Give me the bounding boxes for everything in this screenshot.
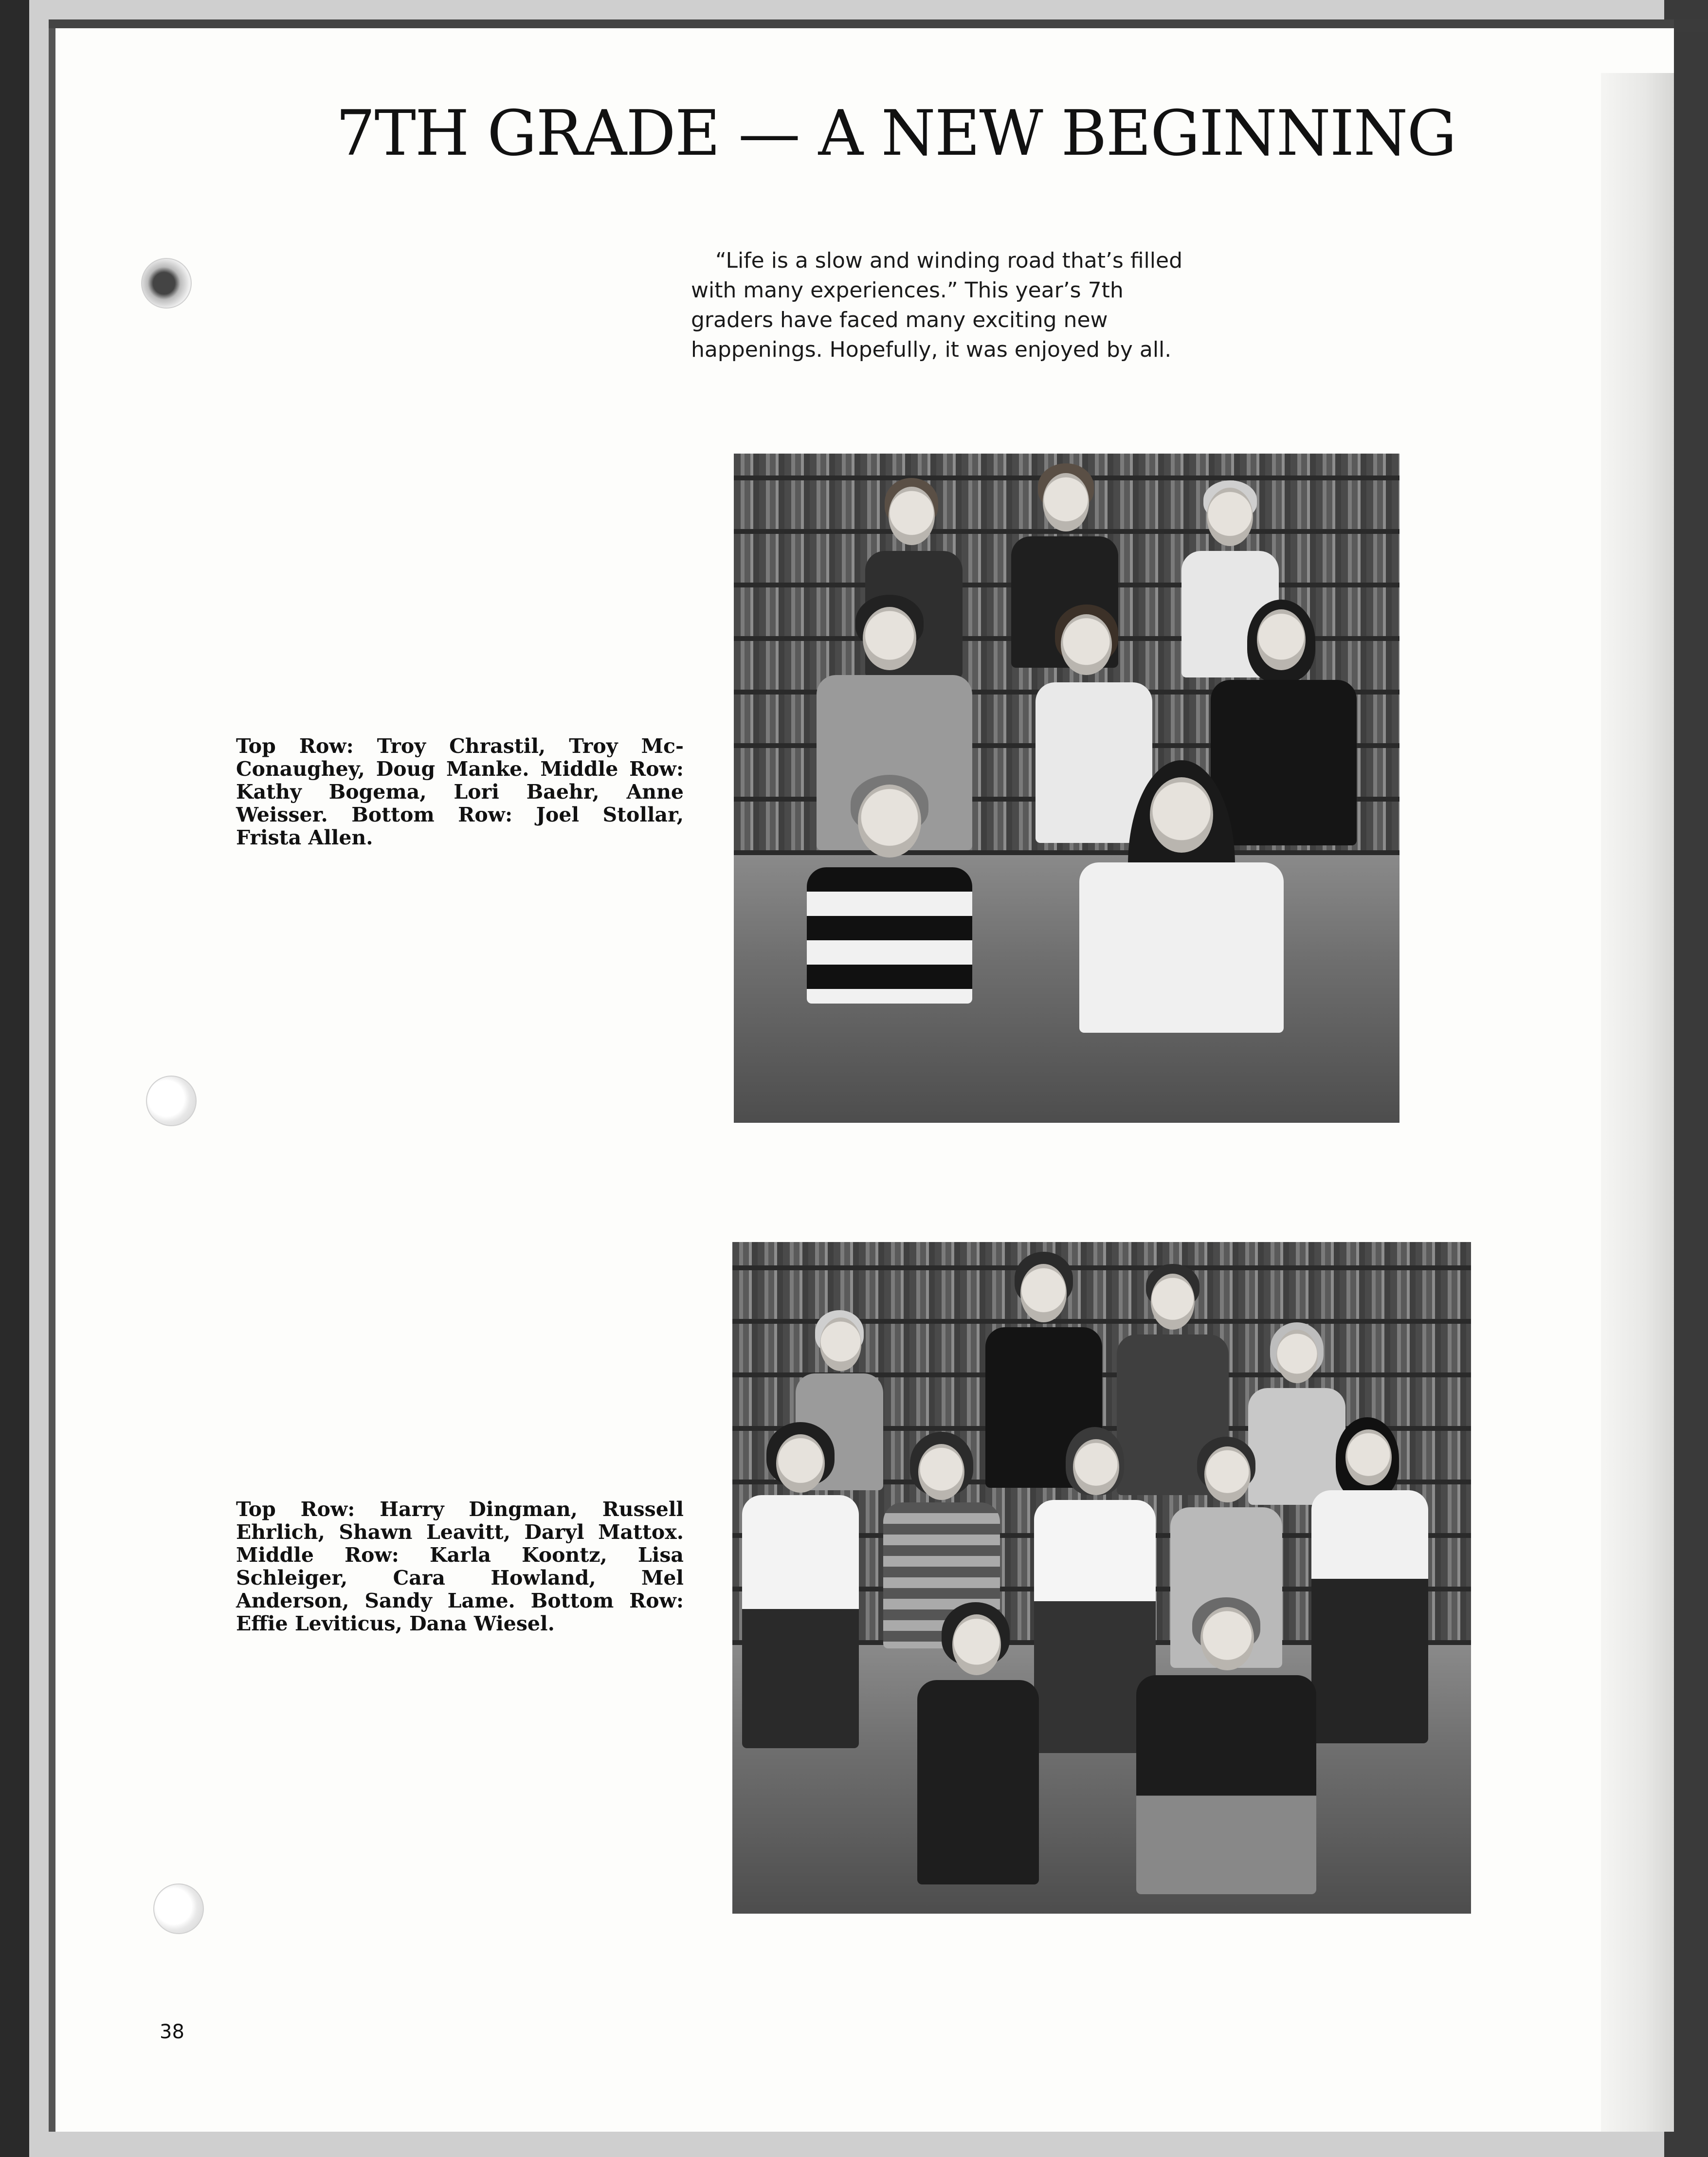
class-photo-2 (732, 1242, 1471, 1914)
photo-caption-2: Top Row: Harry Dingman, Russell Ehrlich, Shawn Leavitt, Daryl Mattox. Middle Row: Karla Koontz, Lisa Schleiger, Cara Howland, Mel Anderson, Sandy Lame. Bottom Row: Effie Leviticus, Dana Wiesel. (236, 1498, 684, 1635)
page-edge-shadow (1601, 73, 1674, 2132)
class-photo-1 (734, 454, 1399, 1123)
punch-hole (141, 258, 192, 309)
page-title: 7TH GRADE — A NEW BEGINNING (336, 97, 1456, 170)
punch-hole (146, 1076, 197, 1126)
page-number: 38 (160, 2021, 184, 2043)
intro-paragraph: “Life is a slow and winding road that’s filled with many experiences.” This year’s 7th graders have faced many exciting new happenings. Hopefully, it was enjoyed by all. (691, 248, 1183, 362)
punch-hole (153, 1883, 204, 1934)
photo-caption-1: Top Row: Troy Chrastil, Troy Mc-Conaughey, Doug Manke. Middle Row: Kathy Bogema, Lori Baehr, Anne Weisser. Bottom Row: Joel Stollar, Frista Allen. (236, 734, 684, 849)
